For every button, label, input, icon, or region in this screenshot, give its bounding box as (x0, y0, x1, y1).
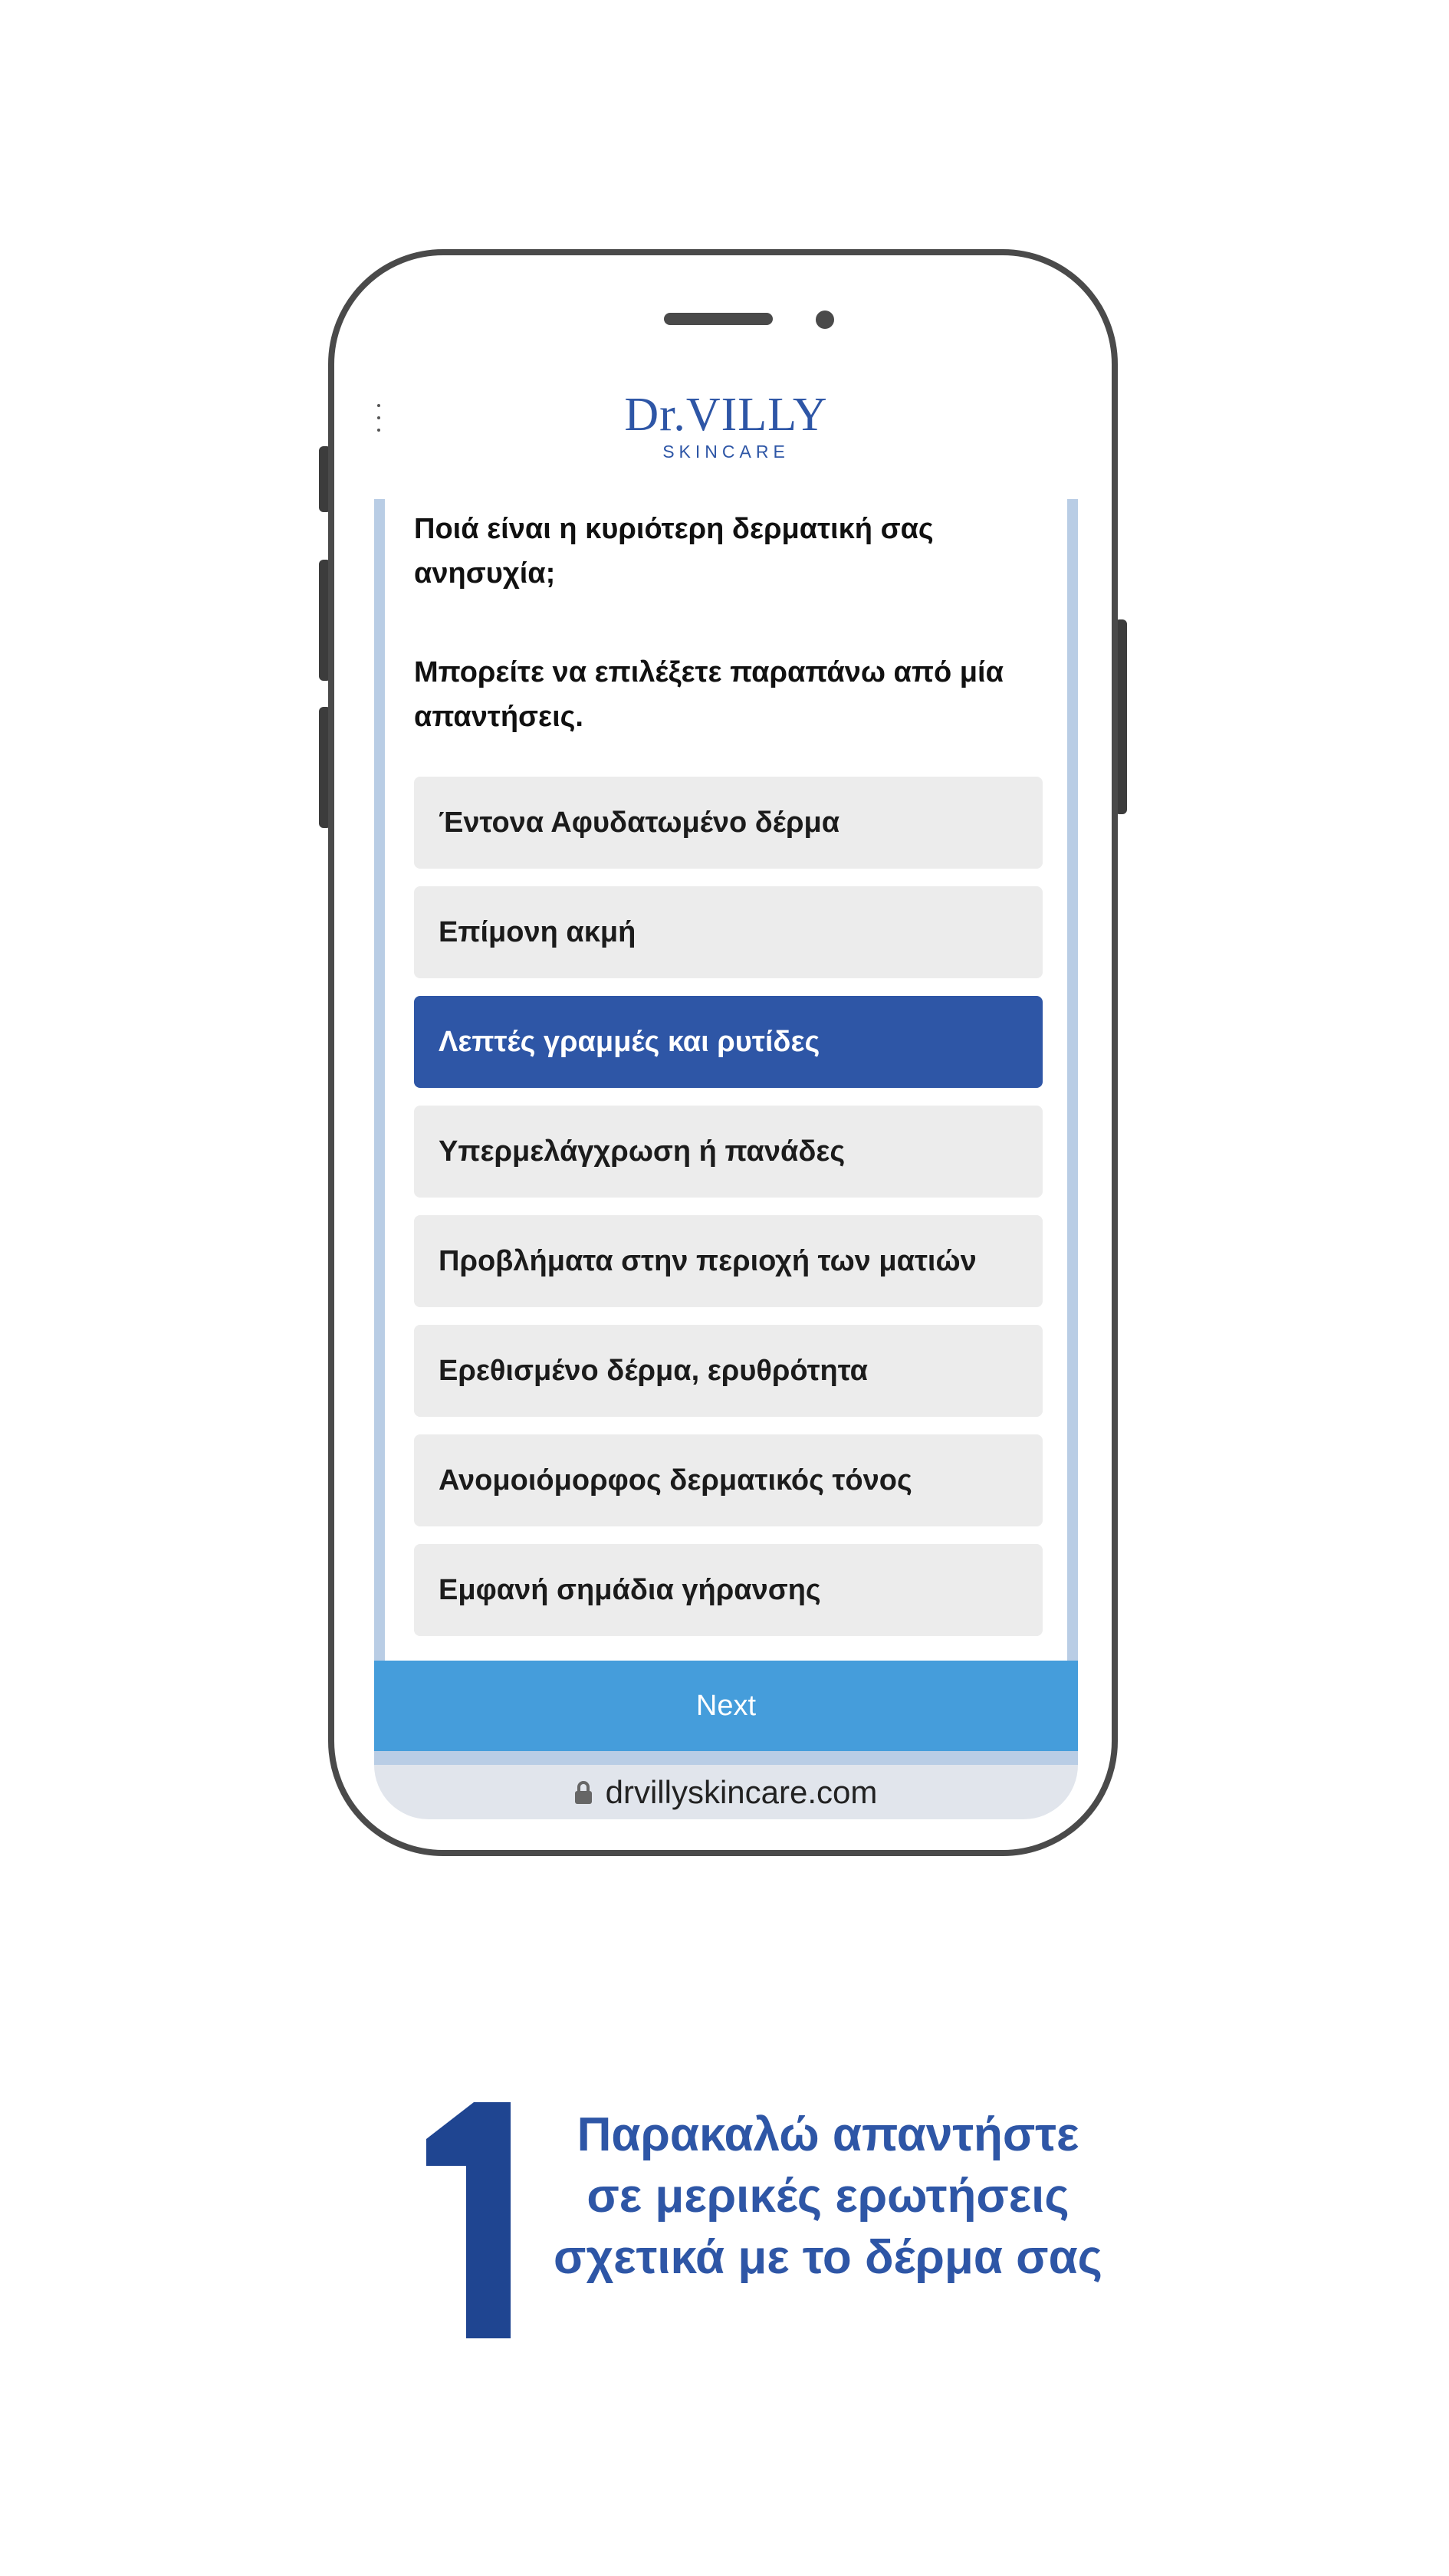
phone-screen (374, 363, 1078, 1819)
answer-option[interactable]: Εμφανή σημάδια γήρανσης (414, 1544, 1043, 1636)
quiz-question: Ποιά είναι η κυριότερη δερματική σας ανησυχία; (414, 513, 934, 590)
phone-speaker (664, 313, 773, 325)
answer-option[interactable]: Έντονα Αφυδατωμένο δέρμα (414, 777, 1043, 869)
lock-icon (575, 1781, 592, 1804)
step-description: Παρακαλώ απαντήστε σε μερικές ερωτήσεις σχετικά με το δέρμα σας (554, 2108, 1102, 2284)
more-vertical-icon[interactable] (374, 401, 383, 436)
answer-option[interactable]: Ανομοιόμορφος δερματικός τόνος (414, 1434, 1043, 1526)
answer-option[interactable]: Υπερμελάγχρωση ή πανάδες (414, 1106, 1043, 1198)
answer-option[interactable]: Ερεθισμένο δέρμα, ερυθρότητα (414, 1325, 1043, 1417)
brand-name: Dr.VILLY (624, 389, 828, 441)
answer-option[interactable]: Επίμονη ακμή (414, 886, 1043, 978)
brand-logo[interactable] (604, 389, 848, 463)
phone-frame (328, 249, 1118, 1856)
next-bottom-strip (374, 1751, 1078, 1765)
step-number-glyph (426, 2102, 511, 2338)
answer-options (414, 777, 1043, 1654)
quiz-hint: Μπορείτε να επιλέξετε παραπάνω από μία απαντήσεις. (414, 656, 1004, 733)
url-text: drvillyskincare.com (605, 1773, 878, 1810)
step-number (420, 2093, 535, 2346)
phone-camera (816, 310, 834, 329)
browser-url-bar[interactable] (374, 1765, 1078, 1819)
brand-subtitle: SKINCARE (662, 442, 790, 462)
answer-option[interactable]: Προβλήματα στην περιοχή των ματιών (414, 1215, 1043, 1307)
quiz-panel (374, 499, 1078, 1661)
next-button[interactable]: Next (374, 1661, 1078, 1751)
answer-option[interactable]: Λεπτές γραμμές και ρυτίδες (414, 996, 1043, 1088)
